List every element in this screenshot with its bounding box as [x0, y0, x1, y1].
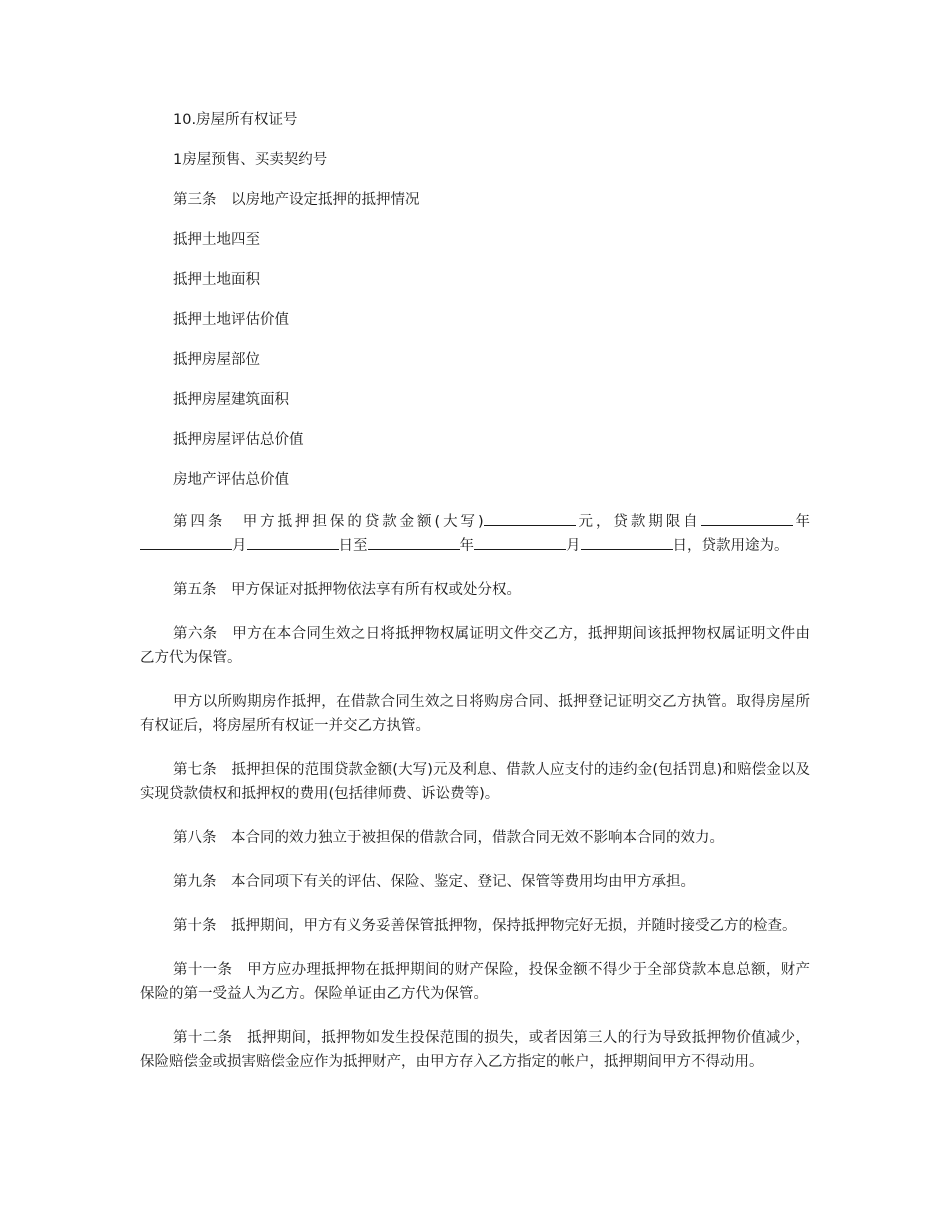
item-house-floor-area: 抵押房屋建筑面积: [173, 392, 289, 408]
end-month-blank[interactable]: [474, 535, 566, 550]
article-6: 第六条 甲方在本合同生效之日将抵押物权属证明文件交乙方，抵押期间该抵押物权属证明文件由乙方代为保管。: [140, 626, 810, 666]
article-4-text-1: 第四条 甲方抵押担保的贷款金额(大写): [173, 514, 484, 530]
article-4-text-3: 年: [792, 514, 811, 530]
article-4-text-5: 日至: [338, 538, 368, 554]
article-4-text-2: 元，贷款期限自: [575, 514, 701, 530]
item-land-area: 抵押土地面积: [173, 272, 260, 288]
item-house-location: 抵押房屋部位: [173, 352, 260, 368]
item-real-estate-valuation: 房地产评估总价值: [173, 472, 289, 488]
article-8: 第八条 本合同的效力独立于被担保的借款合同，借款合同无效不影响本合同的效力。: [173, 830, 724, 846]
start-year-blank[interactable]: [701, 511, 793, 526]
article-7: 第七条 抵押担保的范围贷款金额(大写)元及利息、借款人应支付的违约金(包括罚息)和赔偿金以及实现贷款债权和抵押权的费用(包括律师费、诉讼费等)。: [140, 762, 810, 802]
article-4-text-4: 月: [232, 538, 247, 554]
loan-amount-blank[interactable]: [484, 511, 576, 526]
article-4-text-6: 年: [459, 538, 474, 554]
article-4-text-8: 日，贷款用途为。: [672, 538, 789, 554]
article-3-heading: 第三条 以房地产设定抵押的抵押情况: [173, 192, 420, 208]
start-month-blank[interactable]: [140, 535, 232, 550]
item-property-certificate-no: 10.房屋所有权证号: [173, 112, 298, 128]
item-land-boundaries: 抵押土地四至: [173, 232, 260, 248]
item-land-valuation: 抵押土地评估价值: [173, 312, 289, 328]
end-year-blank[interactable]: [368, 535, 460, 550]
article-6-future-property: 甲方以所购期房作抵押，在借款合同生效之日将购房合同、抵押登记证明交乙方执管。取得房屋所有权证后，将房屋所有权证一并交乙方执管。: [140, 694, 810, 734]
item-presale-contract-no: 1房屋预售、买卖契约号: [173, 152, 328, 168]
end-day-blank[interactable]: [581, 535, 673, 550]
article-5: 第五条 甲方保证对抵押物依法享有所有权或处分权。: [173, 582, 521, 598]
article-11: 第十一条 甲方应办理抵押物在抵押期间的财产保险，投保金额不得少于全部贷款本息总额，财产保险的第一受益人为乙方。保险单证由乙方代为保管。: [140, 962, 810, 1002]
article-10: 第十条 抵押期间，甲方有义务妥善保管抵押物，保持抵押物完好无损，并随时接受乙方的检查。: [173, 918, 797, 934]
article-12: 第十二条 抵押期间，抵押物如发生投保范围的损失，或者因第三人的行为导致抵押物价值减少，保险赔偿金或损害赔偿金应作为抵押财产，由甲方存入乙方指定的帐户，抵押期间甲方不得动用。: [140, 1030, 810, 1070]
article-9: 第九条 本合同项下有关的评估、保险、鉴定、登记、保管等费用均由甲方承担。: [173, 874, 695, 890]
start-day-blank[interactable]: [247, 535, 339, 550]
document-page: [140, 110, 810, 1074]
item-house-valuation: 抵押房屋评估总价值: [173, 432, 304, 448]
article-4-text-7: 月: [566, 538, 581, 554]
article-4: [140, 510, 810, 558]
